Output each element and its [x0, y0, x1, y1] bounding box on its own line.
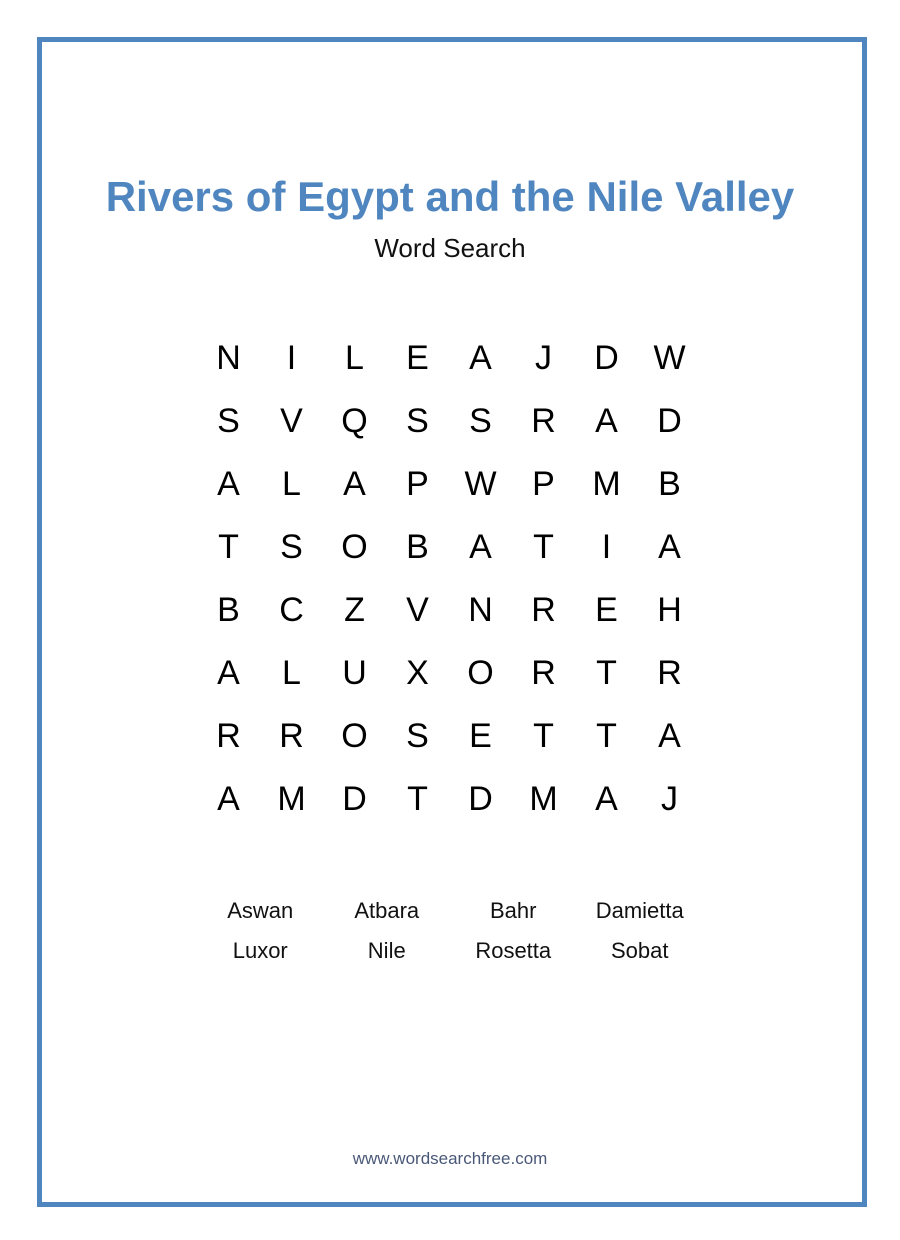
grid-letter: A	[343, 465, 366, 503]
word-list-item: Bahr	[490, 898, 537, 923]
grid-letter: J	[535, 339, 552, 377]
grid-letter: T	[533, 717, 554, 755]
grid-letter: S	[469, 402, 492, 440]
grid-letter: D	[594, 339, 619, 377]
grid-letter: B	[658, 465, 681, 503]
grid-letter: M	[529, 780, 558, 818]
grid-letter: S	[217, 402, 240, 440]
word-list-item: Atbara	[354, 898, 420, 923]
grid-letter: R	[279, 717, 304, 755]
grid-letter: P	[406, 465, 429, 503]
grid-letter: I	[286, 339, 297, 377]
grid-letter: N	[216, 339, 241, 377]
word-list-item: Aswan	[227, 898, 294, 923]
grid-row	[197, 579, 701, 642]
grid-letter: I	[601, 528, 612, 566]
grid-letter: W	[464, 465, 497, 503]
word-list-item: Sobat	[611, 938, 669, 963]
grid-letter: A	[595, 780, 618, 818]
grid-letter: O	[467, 654, 494, 692]
grid-letter: L	[282, 654, 301, 692]
grid-row	[197, 327, 701, 390]
grid-letter: L	[345, 339, 364, 377]
grid-letter: P	[532, 465, 555, 503]
grid-letter: T	[407, 780, 428, 818]
grid-letter: Z	[344, 591, 365, 629]
grid-letter: R	[216, 717, 241, 755]
grid-row	[197, 453, 701, 516]
grid-letter: V	[280, 402, 303, 440]
grid-letter: S	[406, 717, 429, 755]
grid-letter: X	[406, 654, 429, 692]
grid-letter: W	[653, 339, 686, 377]
grid-letter: A	[469, 339, 492, 377]
page-subtitle: Word Search	[374, 233, 526, 263]
footer-url: www.wordsearchfree.com	[352, 1149, 548, 1168]
grid-row	[197, 705, 701, 768]
grid-letter: E	[406, 339, 429, 377]
grid-letter: D	[342, 780, 367, 818]
grid-letter: E	[469, 717, 492, 755]
grid-letter: D	[468, 780, 493, 818]
grid-letter: E	[595, 591, 618, 629]
grid-letter: A	[217, 465, 240, 503]
grid-letter: Q	[341, 402, 368, 440]
grid-letter: D	[657, 402, 682, 440]
grid-letter: T	[533, 528, 554, 566]
grid-letter: R	[657, 654, 682, 692]
grid-letter: H	[657, 591, 682, 629]
grid-letter: B	[406, 528, 429, 566]
grid-letter: A	[595, 402, 618, 440]
word-list-item: Damietta	[595, 898, 684, 923]
grid-row	[197, 642, 701, 705]
grid-letter: O	[341, 528, 368, 566]
page-title: Rivers of Egypt and the Nile Valley	[105, 173, 795, 220]
grid-letter: R	[531, 654, 556, 692]
word-list-item: Nile	[367, 938, 406, 963]
grid-row	[197, 390, 701, 453]
grid-row	[197, 516, 701, 579]
grid-letter: A	[658, 717, 681, 755]
grid-letter: R	[531, 591, 556, 629]
word-list-item: Rosetta	[475, 938, 552, 963]
grid-letter: A	[658, 528, 681, 566]
grid-letter: T	[596, 717, 617, 755]
grid-letter: A	[217, 780, 240, 818]
grid-letter: S	[406, 402, 429, 440]
letter-grid	[197, 327, 701, 831]
grid-letter: R	[531, 402, 556, 440]
grid-letter: L	[282, 465, 301, 503]
grid-letter: S	[280, 528, 303, 566]
grid-letter: V	[406, 591, 429, 629]
grid-letter: T	[596, 654, 617, 692]
grid-letter: O	[341, 717, 368, 755]
grid-letter: U	[342, 654, 367, 692]
grid-letter: T	[218, 528, 239, 566]
grid-letter: A	[217, 654, 240, 692]
word-list	[197, 896, 703, 966]
grid-letter: A	[469, 528, 492, 566]
grid-row	[197, 768, 701, 831]
grid-letter: B	[217, 591, 240, 629]
grid-letter: N	[468, 591, 493, 629]
grid-letter: J	[661, 780, 678, 818]
grid-letter: M	[592, 465, 621, 503]
grid-letter: C	[279, 591, 304, 629]
grid-letter: M	[277, 780, 306, 818]
word-list-item: Luxor	[232, 938, 288, 963]
